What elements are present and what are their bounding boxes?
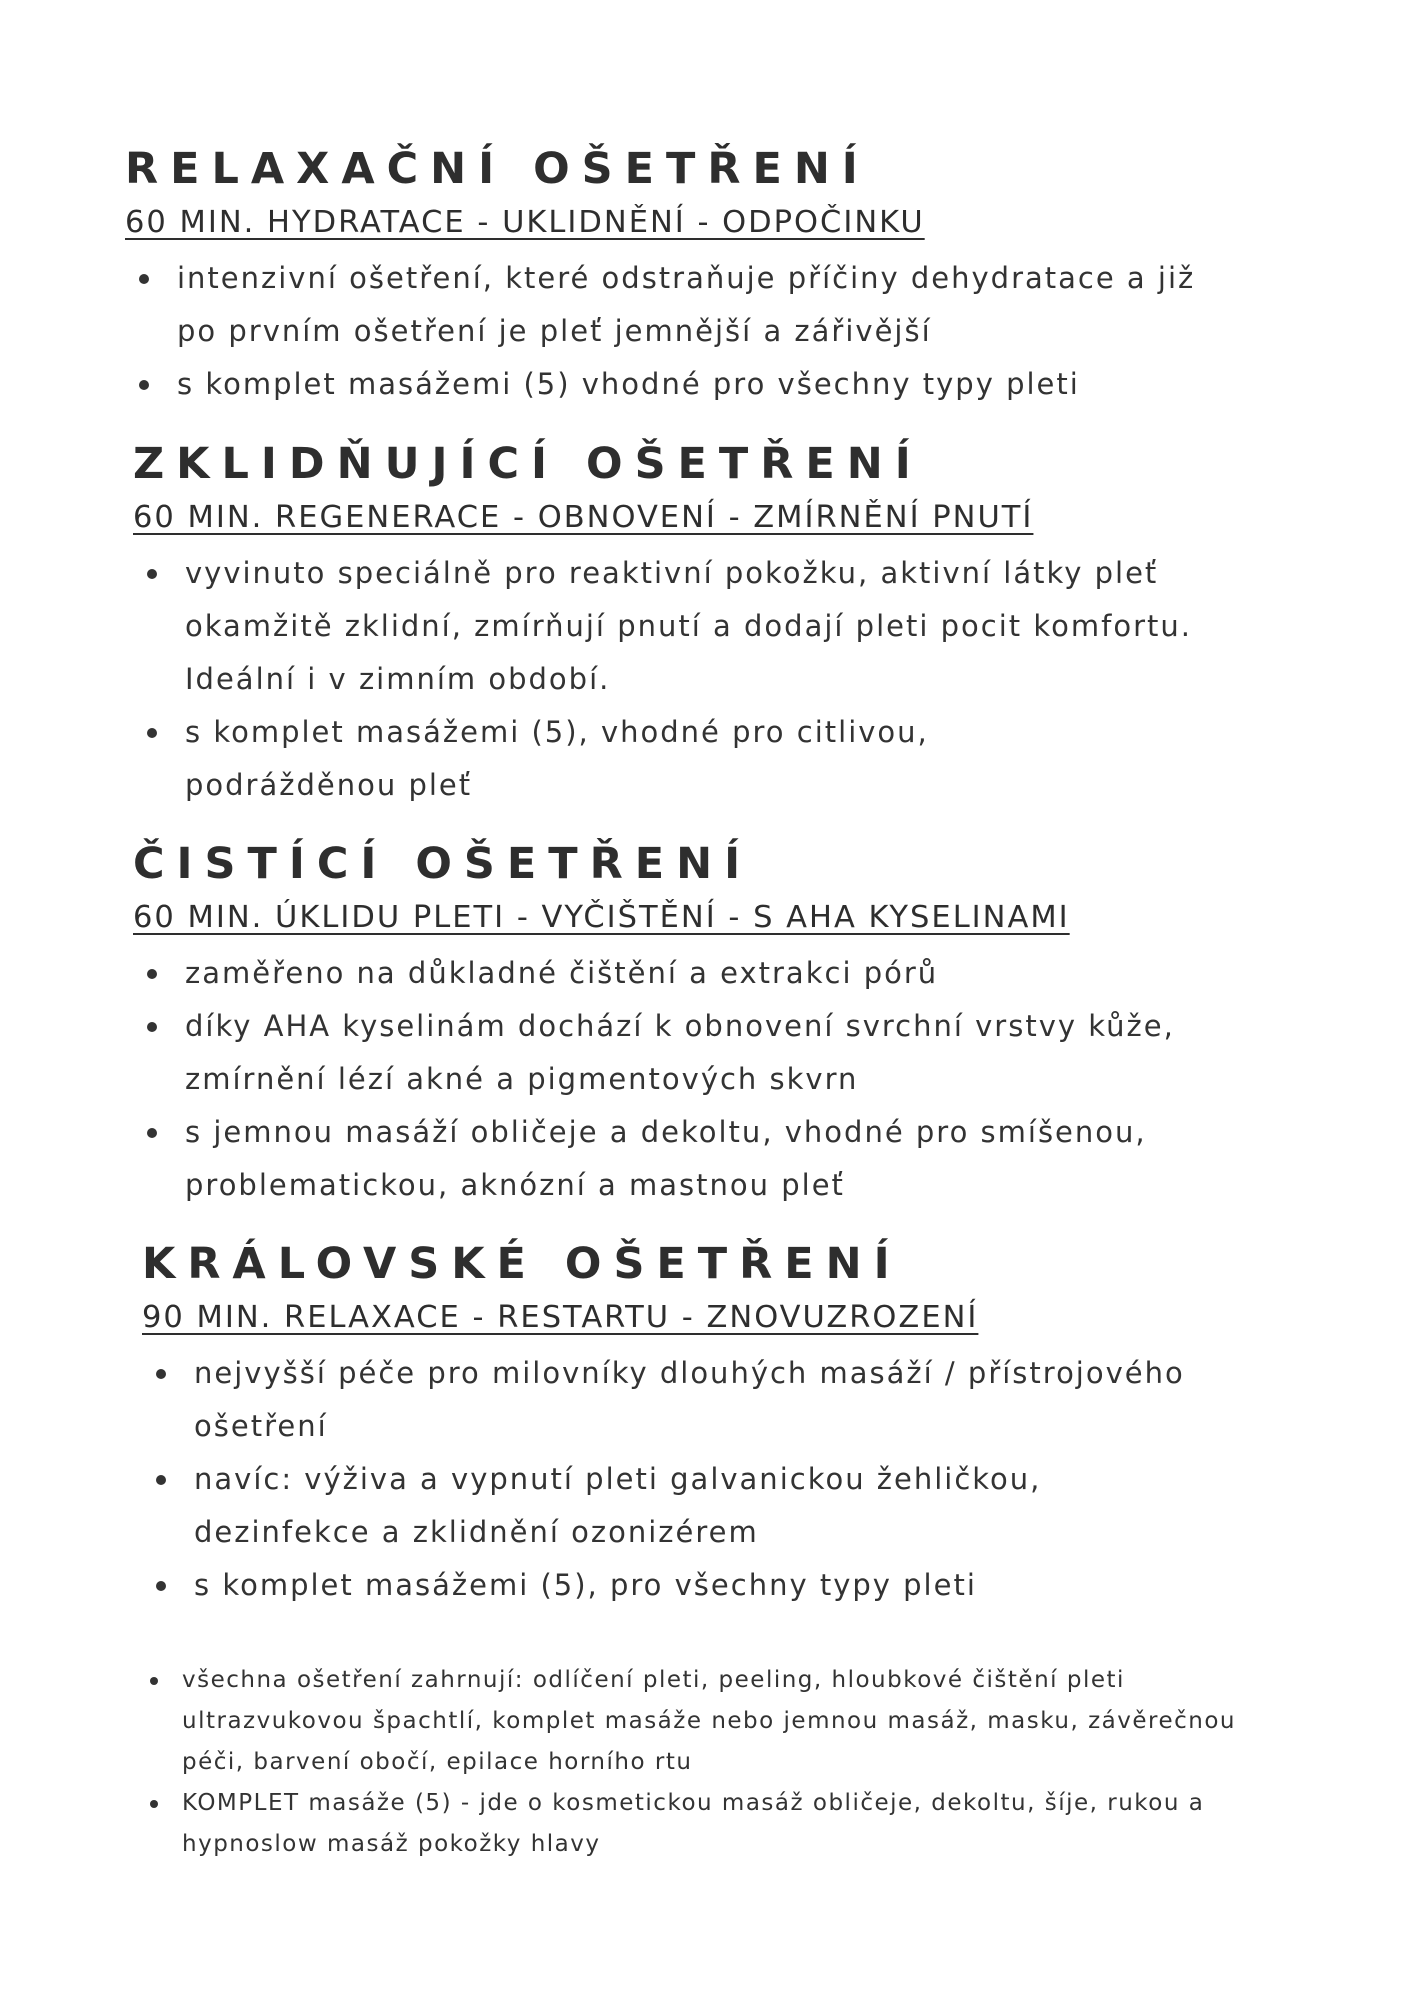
list-item-text: zaměřeno na důkladné čištění a extrakci pórů: [185, 956, 939, 990]
treatment-soothing: [133, 435, 1293, 812]
treatment-title: ČISTÍCÍ OŠETŘENÍ: [133, 839, 753, 889]
treatment-title: ZKLIDŇUJÍCÍ OŠETŘENÍ: [133, 439, 923, 489]
list-item-text: díky AHA kyselinám dochází k obnovení svrchní vrstvy kůže, zmírnění lézí akné a pigmentových skvrn: [185, 1009, 1175, 1096]
list-item-text: intenzivní ošetření, které odstraňuje příčiny dehydratace a již po prvním ošetření je pleť jemnější a zářivější: [177, 261, 1196, 348]
treatment-title: RELAXAČNÍ OŠETŘENÍ: [125, 144, 870, 194]
list-item-text: s komplet masážemi (5) vhodné pro všechny typy pleti: [177, 367, 1080, 401]
list-item: [133, 1000, 1293, 1106]
bullet-dot-icon: [147, 1022, 157, 1032]
treatment-title: KRÁLOVSKÉ OŠETŘENÍ: [142, 1239, 902, 1289]
treatment-bullet-list: [133, 947, 1293, 1212]
bullet-dot-icon: [139, 380, 149, 390]
bullet-dot-icon: [156, 1581, 166, 1591]
list-item-text: vyvinuto speciálně pro reaktivní pokožku, aktivní látky pleť okamžitě zklidní, zmírňují pnutí a dodají pleti pocit komfortu. Ideální i v zimním období.: [185, 556, 1192, 696]
list-item: [133, 547, 1293, 706]
list-item-text: s jemnou masáží obličeje a dekoltu, vhodné pro smíšenou, problematickou, aknózní a mastnou pleť: [185, 1115, 1147, 1202]
list-item: [133, 1106, 1293, 1212]
treatment-subtitle: 90 MIN. RELAXACE - RESTARTU - ZNOVUZROZENÍ: [142, 1300, 979, 1335]
treatment-royal: [142, 1235, 1302, 1612]
treatment-bullet-list: [133, 547, 1293, 812]
treatment-bullet-list: [142, 1347, 1302, 1612]
list-item-text: navíc: výživa a vypnutí pleti galvanickou žehličkou, dezinfekce a zklidnění ozonizérem: [194, 1462, 1042, 1549]
list-item: [125, 252, 1285, 358]
list-item-text: s komplet masážemi (5), pro všechny typy pleti: [194, 1568, 977, 1602]
list-item: [133, 947, 1293, 1000]
bullet-dot-icon: [156, 1475, 166, 1485]
bullet-dot-icon: [147, 728, 157, 738]
treatment-subtitle: 60 MIN. HYDRATACE - UKLIDNĚNÍ - ODPOČINKU: [125, 205, 925, 240]
footnote-text: všechna ošetření zahrnují: odlíčení pleti, peeling, hloubkové čištění pleti ultrazvukovou špachtlí, komplet masáže nebo jemnou masáž, masku, závěrečnou péči, barvení obočí, epilace horního rtu: [182, 1667, 1236, 1775]
list-item-text: s komplet masážemi (5), vhodné pro citlivou, podrážděnou pleť: [185, 715, 929, 802]
list-item-text: nejvyšší péče pro milovníky dlouhých masáží / přístrojového ošetření: [194, 1356, 1185, 1443]
footnote-text: KOMPLET masáže (5) - jde o kosmetickou masáž obličeje, dekoltu, šíje, rukou a hypnoslow masáž pokožky hlavy: [182, 1790, 1205, 1857]
list-item: [125, 358, 1285, 411]
footnote-list: [148, 1660, 1288, 1865]
list-item: [142, 1347, 1302, 1453]
treatment-relaxing: [125, 140, 1285, 411]
bullet-dot-icon: [147, 1128, 157, 1138]
bullet-dot-icon: [139, 274, 149, 284]
bullet-dot-icon: [150, 1800, 158, 1808]
bullet-dot-icon: [150, 1677, 158, 1685]
treatment-subtitle: 60 MIN. ÚKLIDU PLETI - VYČIŠTĚNÍ - S AHA KYSELINAMI: [133, 900, 1070, 935]
bullet-dot-icon: [147, 569, 157, 579]
list-item: [142, 1559, 1302, 1612]
footnote-item: [148, 1783, 1288, 1865]
bullet-dot-icon: [147, 969, 157, 979]
treatment-bullet-list: [125, 252, 1285, 411]
list-item: [133, 706, 1293, 812]
treatment-cleansing: [133, 835, 1293, 1212]
footnotes: [148, 1660, 1288, 1865]
footnote-item: [148, 1660, 1288, 1783]
treatment-subtitle: 60 MIN. REGENERACE - OBNOVENÍ - ZMÍRNĚNÍ PNUTÍ: [133, 500, 1034, 535]
bullet-dot-icon: [156, 1369, 166, 1379]
list-item: [142, 1453, 1302, 1559]
